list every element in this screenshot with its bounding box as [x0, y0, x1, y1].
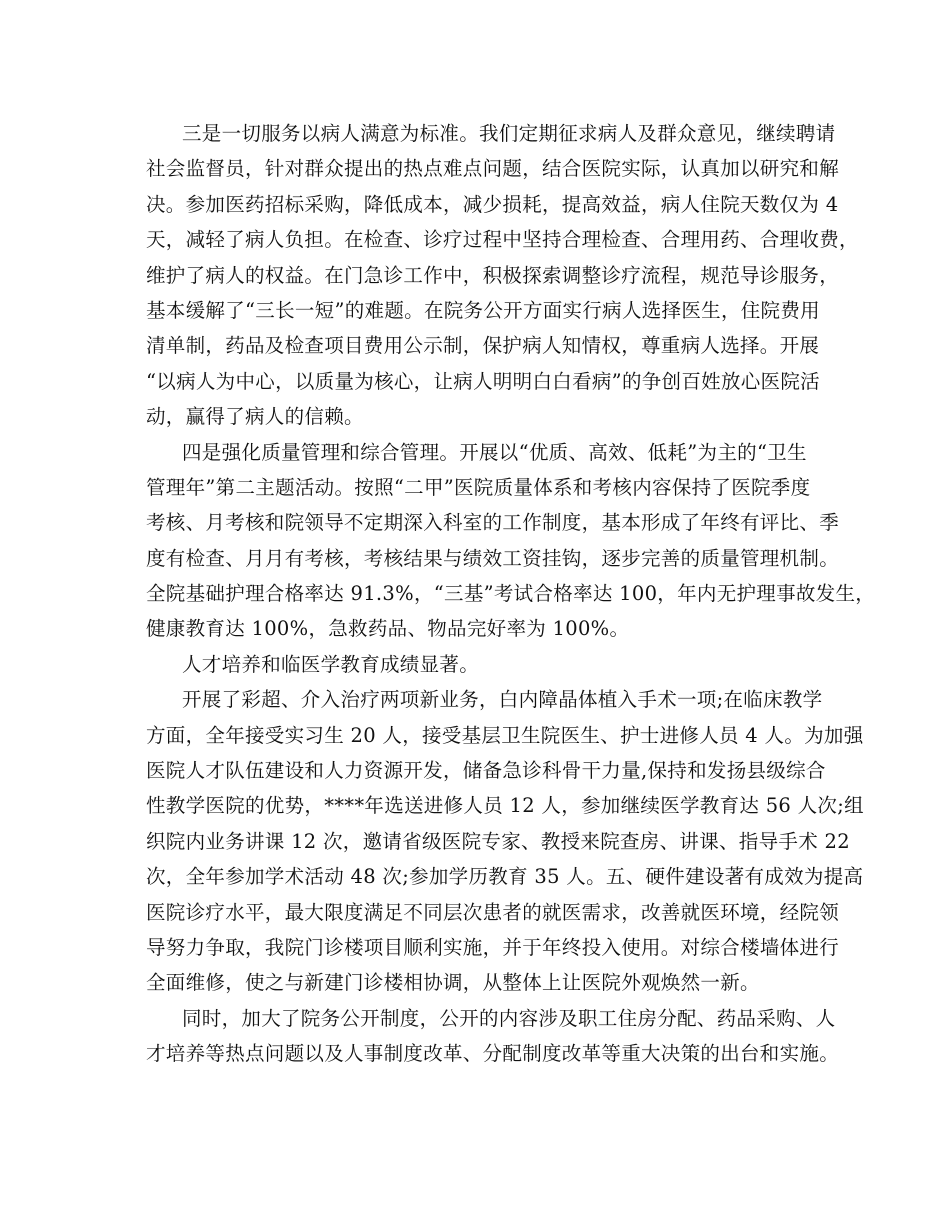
paragraph-5-line-1: 同时，加大了院务公开制度，公开的内容涉及职工住房分配、药品采购、人: [182, 1006, 836, 1030]
paragraph-2-line-4: 度有检查、月月有考核，考核结果与绩效工资挂钩，逐步完善的质量管理机制。: [146, 546, 840, 570]
section-heading-talent: 人才培养和临医学教育成绩显著。: [182, 652, 480, 676]
paragraph-2-line-6: 健康教育达 100%，急救药品、物品完好率为 100%。: [146, 617, 630, 641]
paragraph-4-line-7: 医院诊疗水平，最大限度满足不同层次患者的就医需求，改善就医环境，经院领: [146, 900, 840, 924]
paragraph-2-line-1: 四是强化质量管理和综合管理。开展以“优质、高效、低耗”为主的“卫生: [182, 440, 807, 464]
paragraph-4-line-5: 织院内业务讲课 12 次，邀请省级医院专家、教授来院查房、讲课、指导手术 22: [146, 829, 850, 853]
paragraph-2-line-5: 全院基础护理合格率达 91.3%，“三基”考试合格率达 100，年内无护理事故发生，: [146, 582, 876, 606]
paragraph-1-line-9: 动，赢得了病人的信赖。: [146, 405, 364, 429]
paragraph-4-line-9: 全面维修，使之与新建门诊楼相协调，从整体上让医院外观焕然一新。: [146, 971, 760, 995]
paragraph-1-line-1: 三是一切服务以病人满意为标准。我们定期征求病人及群众意见，继续聘请: [182, 122, 836, 145]
paragraph-1-line-5: 维护了病人的权益。在门急诊工作中，积极探索调整诊疗流程，规范导诊服务，: [146, 263, 840, 287]
paragraph-5-line-2: 才培养等热点问题以及人事制度改革、分配制度改革等重大决策的出台和实施。: [146, 1042, 840, 1066]
paragraph-1-line-8: “以病人为中心，以质量为核心，让病人明明白白看病”的争创百姓放心医院活: [146, 369, 820, 393]
paragraph-4-line-1: 开展了彩超、介入治疗两项新业务，白内障晶体植入手术一项;在临床教学: [182, 688, 823, 712]
paragraph-4-line-2: 方面，全年接受实习生 20 人，接受基层卫生院医生、护士进修人员 4 人。为加强: [146, 723, 864, 747]
paragraph-4-line-3: 医院人才队伍建设和人力资源开发，储备急诊科骨干力量,保持和发扬县级综合: [146, 759, 826, 783]
paragraph-1-line-2: 社会监督员，针对群众提出的热点难点问题，结合医院实际，认真加以研究和解: [146, 157, 840, 181]
document-body: [146, 116, 876, 1072]
paragraph-1-line-7: 清单制，药品及检查项目费用公示制，保护病人知情权，尊重病人选择。开展: [146, 334, 820, 358]
paragraph-4-line-4: 性教学医院的优势，****年选送进修人员 12 人，参加继续医学教育达 56 人次;组: [146, 794, 864, 818]
paragraph-4-line-8: 导努力争取，我院门诊楼项目顺利实施，并于年终投入使用。对综合楼墙体进行: [146, 935, 840, 959]
paragraph-4-line-6: 次，全年参加学术活动 48 次;参加学历教育 35 人。五、硬件建设著有成效为提高: [146, 865, 864, 889]
paragraph-2-line-3: 考核、月考核和院领导不定期深入科室的工作制度，基本形成了年终有评比、季: [146, 511, 840, 535]
paragraph-1-line-4: 天，减轻了病人负担。在检查、诊疗过程中坚持合理检查、合理用药、合理收费，: [146, 228, 859, 252]
paragraph-2-line-2: 管理年”第二主题活动。按照“二甲”医院质量体系和考核内容保持了医院季度: [146, 475, 811, 499]
paragraph-1-line-6: 基本缓解了“三长一短”的难题。在院务公开方面实行病人选择医生，住院费用: [146, 298, 820, 322]
paragraph-1-line-3: 决。参加医药招标采购，降低成本，减少损耗，提高效益，病人住院天数仅为 4: [146, 192, 839, 216]
